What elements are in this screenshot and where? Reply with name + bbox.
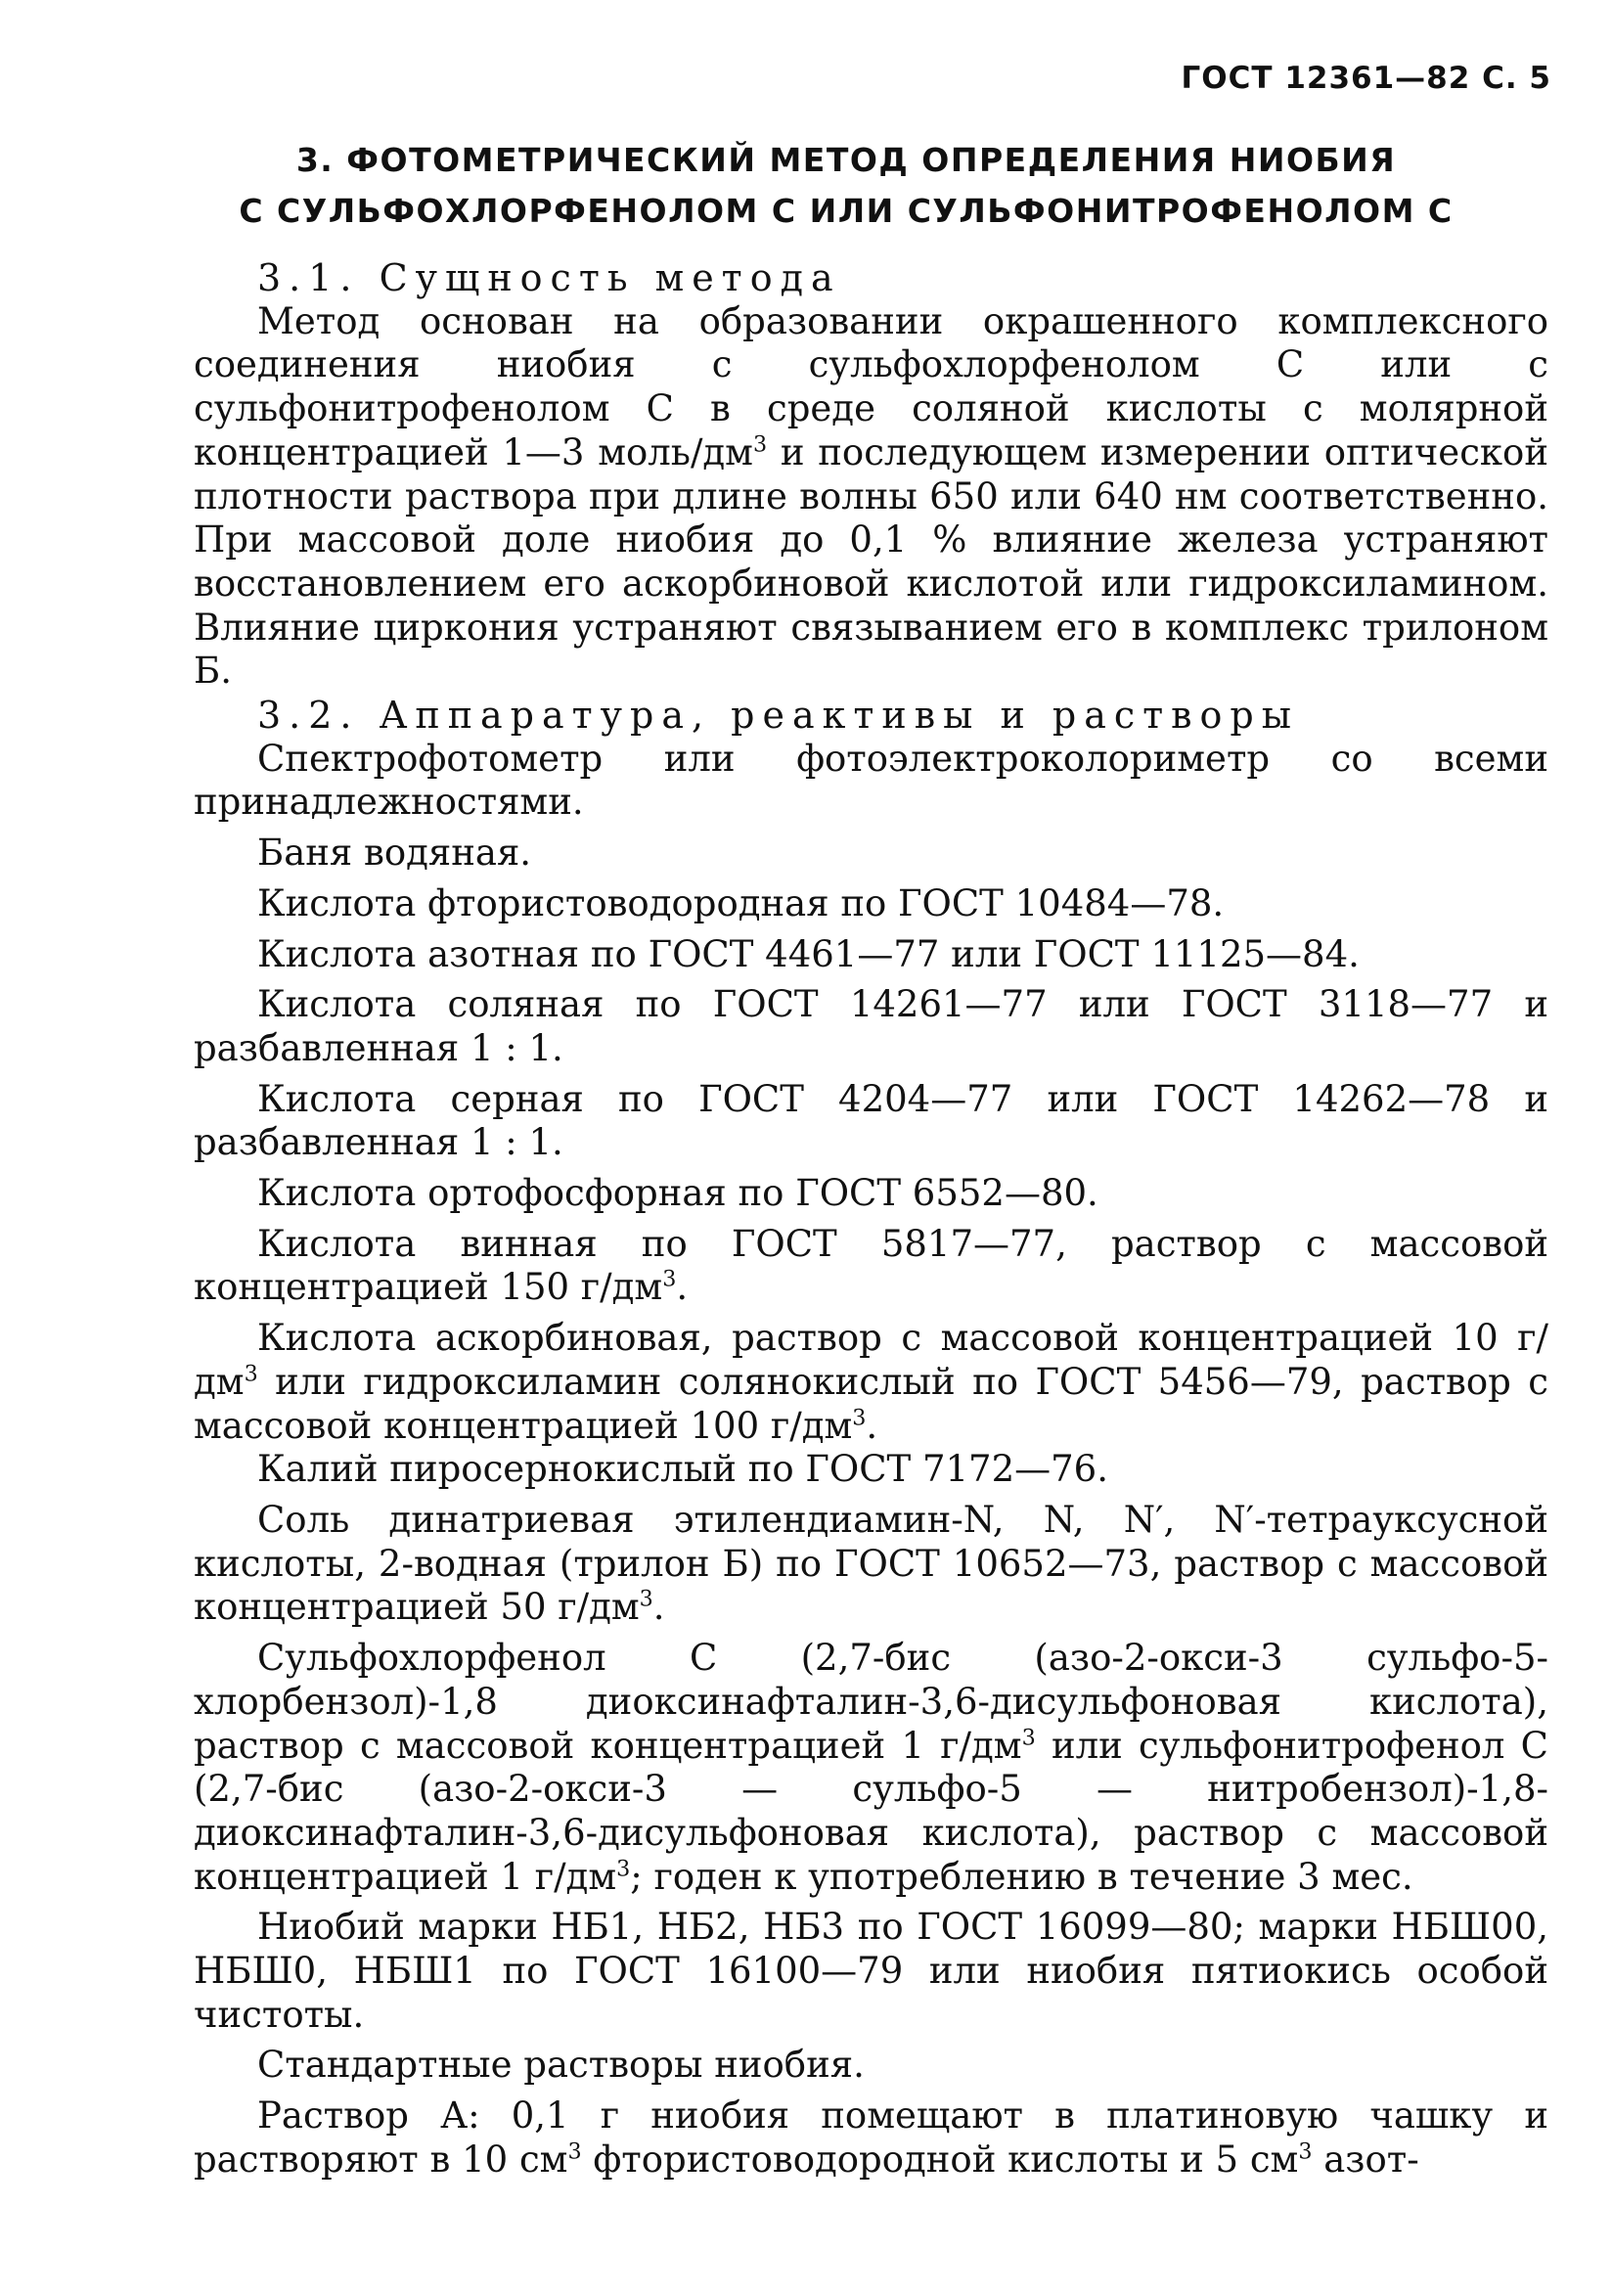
text: Метод основан на образовании окрашенного комплексного соединения ниобия с сульфохлорфенолом С или с сульфонитрофенолом С в среде соляной кислоты с молярной концентрацией 1—3 моль/дм [194,299,1548,473]
superscript: 3 [1021,1725,1036,1751]
section-title-line-1: 3. ФОТОМЕТРИЧЕСКИЙ МЕТОД ОПРЕДЕЛЕНИЯ НИОБИЯ [295,141,1397,179]
paragraph-hydrochloric-acid: Кислота соляная по ГОСТ 14261—77 или ГОСТ 3118—77 и разбавленная 1 : 1. [194,983,1548,1069]
superscript: 3 [244,1361,258,1387]
paragraph-ascorbic-acid [194,1317,1548,1448]
text: азот- [1312,2138,1419,2181]
text: или сульфонитрофенол С (2,7-бис (азо-2-окси-3 — сульфо-5 — нитробензол)-1,8-диоксинафталин-3,6-дисульфоновая кислота), раствор с массовой концентрацией 1 г/дм [194,1724,1548,1898]
superscript: 3 [852,1405,867,1431]
paragraph-potassium-pyrosulfate: Калий пиросернокислый по ГОСТ 7172—76. [257,1448,1108,1491]
text: . [676,1266,689,1309]
superscript: 3 [639,1587,653,1613]
superscript: 3 [662,1267,677,1293]
paragraph-phosphoric-acid: Кислота ортофосфорная по ГОСТ 6552—80. [257,1172,1098,1215]
paragraph-solution-a [194,2094,1548,2182]
paragraph-sulfochlorophenol [194,1637,1548,1899]
subsection-heading-3-1: 3.1. Сущность метода [257,256,841,299]
paragraph-standard-solutions: Стандартные растворы ниобия. [257,2044,865,2087]
superscript: 3 [1298,2138,1313,2165]
text: . [866,1404,878,1447]
text: . [652,1586,665,1629]
text: Кислота винная по ГОСТ 5817—77, раствор с массовой концентрацией 150 г/дм [194,1222,1548,1309]
text: ; годен к употреблению в течение 3 мес. [630,1855,1413,1898]
paragraph-tartaric-acid [194,1223,1548,1310]
superscript: 3 [567,2138,582,2165]
text: Соль динатриевая этилендиамин-N, N, N′, N′-тетрауксусной кислоты, 2-водная (трилон Б) по ГОСТ 10652—73, раствор с массовой концентрацией 50 г/дм [194,1498,1548,1629]
superscript: 3 [752,431,768,458]
paragraph-spectrophotometer: Спектрофотометр или фотоэлектроколориметр со всеми принадлежностями. [194,737,1548,824]
section-title [196,135,1497,237]
text: Кислота аскорбиновая, раствор с массовой концентрацией 10 г/дм [194,1317,1548,1403]
superscript: 3 [616,1856,631,1882]
text: фтористоводородной кислоты и 5 см [581,2138,1299,2181]
paragraph-hydrofluoric-acid: Кислота фтористоводородная по ГОСТ 10484—78. [257,881,1225,924]
subsection-heading-3-2: 3.2. Аппаратура, реактивы и растворы [257,694,1299,738]
text: и последующем измерении оптической плотности раствора при длине волны 650 или 640 нм соответственно. При массовой доле ниобия до 0,1 % влияние железа устраняют восстановлением его аскорбиновой кислотой или гидроксиламином. Влияние циркония устраняют связыванием его в комплекс трилоном Б. [194,430,1548,693]
paragraph-sulfuric-acid: Кислота серная по ГОСТ 4204—77 или ГОСТ 14262—78 и разбавленная 1 : 1. [194,1077,1548,1164]
paragraph-nitric-acid: Кислота азотная по ГОСТ 4461—77 или ГОСТ 11125—84. [257,932,1360,975]
paragraph-water-bath: Баня водяная. [257,832,532,875]
text: Раствор А: 0,1 г ниобия помещают в платиновую чашку и растворяют в 10 см [194,2094,1548,2181]
document-body [194,256,1548,2183]
section-title-line-2: С СУЛЬФОХЛОРФЕНОЛОМ С ИЛИ СУЛЬФОНИТРОФЕНОЛОМ С [239,192,1454,230]
paragraph-trilon-b [194,1499,1548,1630]
text: или гидроксиламин солянокислый по ГОСТ 5456—79, раствор с массовой концентрацией 100 г/дм [194,1360,1548,1447]
paragraph-method-essence [194,300,1548,694]
text: Сульфохлорфенол С (2,7-бис (азо-2-окси-3 сульфо-5-хлорбензол)-1,8 диоксинафталин-3,6-дисульфоновая кислота), раствор с массовой концентрацией 1 г/дм [194,1637,1548,1767]
paragraph-niobium-grades: Ниобий марки НБ1, НБ2, НБ3 по ГОСТ 16099—80; марки НБШ00, НБШ0, НБШ1 по ГОСТ 16100—79 или ниобия пятиокись особой чистоты. [194,1906,1548,2036]
page-header: ГОСТ 12361—82 С. 5 [1181,61,1551,96]
